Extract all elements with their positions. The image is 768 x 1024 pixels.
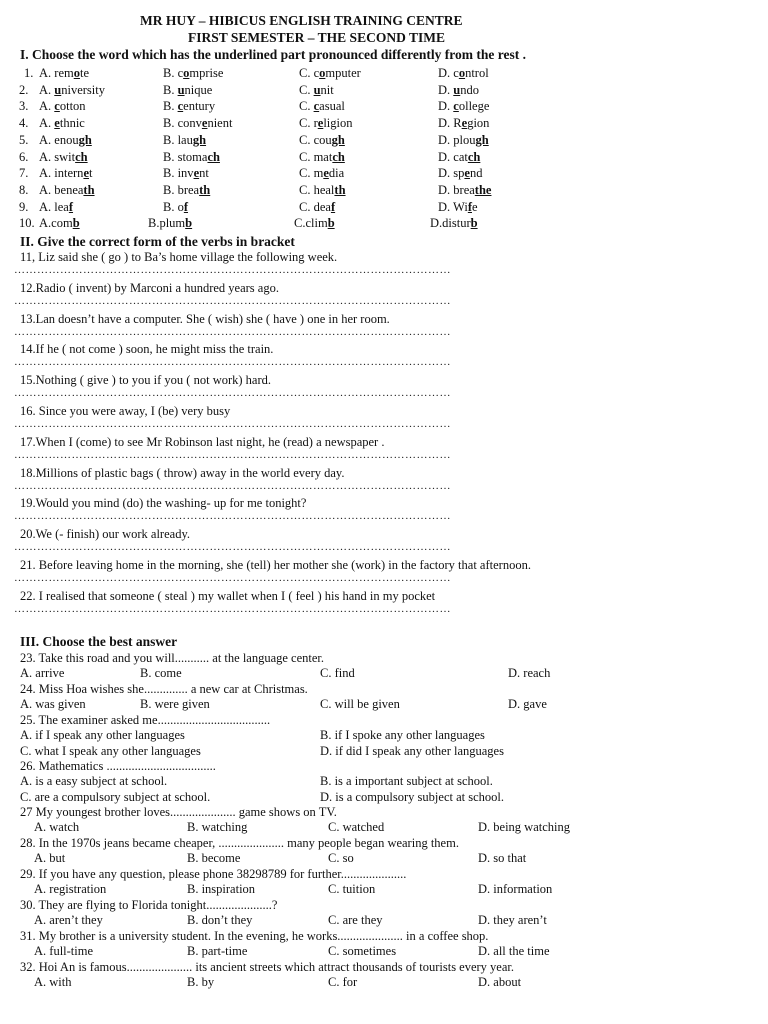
mcq-option: D. reach <box>508 666 551 680</box>
option-text: C. heal <box>299 182 335 197</box>
answer-line: …………………………………………………………………………………………………… <box>14 572 451 584</box>
underlined-letters: e <box>83 166 89 181</box>
pronunciation-option <box>163 66 223 81</box>
pronunciation-option <box>438 150 480 165</box>
pronunciation-option <box>163 200 188 215</box>
underlined-sound <box>79 133 92 147</box>
underlined-letters: ch <box>207 149 220 164</box>
underlined-sound <box>334 183 345 197</box>
option-text: dia <box>328 166 345 181</box>
option-text: D. Wi <box>438 199 468 214</box>
option-text: D. sp <box>438 166 465 181</box>
underlined-letters: gh <box>192 132 207 147</box>
pronunciation-option <box>39 200 73 215</box>
pronunciation-option <box>299 150 345 165</box>
underlined-letters: u <box>54 82 62 97</box>
pronunciation-option <box>39 66 89 81</box>
pronunciation-option <box>438 200 478 215</box>
pronunciation-option <box>299 200 335 215</box>
option-text: A. enou <box>39 132 79 147</box>
header-title: MR HUY – HIBICUS ENGLISH TRAINING CENTRE <box>140 13 463 28</box>
underlined-letters: e <box>201 116 208 131</box>
verb-question: 12.Radio ( invent) by Marconi a hundred years ago. <box>20 280 279 295</box>
underlined-sound <box>331 200 335 214</box>
option-text: B. c <box>163 66 184 80</box>
underlined-sound <box>185 216 192 230</box>
underlined-sound <box>314 83 321 97</box>
option-text: te <box>79 66 89 80</box>
option-text: D. c <box>438 66 459 80</box>
mcq-option: C. watched <box>328 820 385 834</box>
underlined-sound <box>199 183 210 197</box>
underlined-sound <box>69 200 73 214</box>
answer-line: …………………………………………………………………………………………………… <box>14 264 451 276</box>
underlined-sound <box>328 216 335 230</box>
pronunciation-option <box>299 99 345 114</box>
option-text: A. <box>39 99 55 114</box>
option-text: nique <box>184 82 213 97</box>
option-text: D. brea <box>438 182 475 197</box>
option-text: D. R <box>438 116 462 131</box>
pronunciation-option <box>438 183 491 198</box>
underlined-letters: c <box>313 99 320 114</box>
option-text: D. plou <box>438 132 476 147</box>
verb-question: 21. Before leaving home in the morning, she (tell) her mother she (work) in the factory that afternoon. <box>20 558 531 572</box>
option-text: C. r <box>299 116 318 131</box>
option-text: ollege <box>458 99 490 114</box>
option-text: D. cat <box>438 149 468 164</box>
underlined-sound <box>184 200 188 214</box>
option-text: mprise <box>189 66 224 80</box>
mcq-option: A. was given <box>20 697 86 711</box>
option-text: B.plum <box>148 216 186 231</box>
mcq-option: A. if I speak any other languages <box>20 728 185 742</box>
mcq-option: D. so that <box>478 851 527 865</box>
option-text: D. <box>438 82 454 97</box>
mcq-option: B. don’t they <box>187 913 253 927</box>
verb-question: 13.Lan doesn’t have a computer. She ( wish) she ( have ) one in her room. <box>20 311 390 326</box>
pronunciation-option <box>39 166 92 181</box>
option-text: B. o <box>163 199 184 214</box>
option-text: thnic <box>59 116 85 131</box>
pronunciation-option <box>39 133 92 148</box>
underlined-letters: e <box>54 116 60 131</box>
underlined-letters: b <box>185 216 193 231</box>
underlined-sound <box>178 83 185 97</box>
section2-title: II. Give the correct form of the verbs in bracket <box>20 234 295 249</box>
option-text: niversity <box>61 82 105 97</box>
underlined-letters: c <box>177 99 184 114</box>
underlined-letters: th <box>83 182 95 197</box>
pronunciation-option <box>438 133 489 148</box>
pronunciation-option <box>163 166 209 181</box>
pronunciation-option <box>163 133 206 148</box>
underlined-sound <box>471 216 478 230</box>
verb-question: 15.Nothing ( give ) to you if you ( not work) hard. <box>20 373 272 388</box>
question-number: 2. <box>19 82 29 97</box>
pronunciation-option <box>39 116 85 131</box>
pronunciation-option <box>438 166 482 181</box>
answer-line: …………………………………………………………………………………………………… <box>14 418 451 430</box>
mcq-option: A. arrive <box>20 666 65 680</box>
pronunciation-option <box>299 133 345 148</box>
question-number: 7. <box>19 166 29 181</box>
mcq-option: D. about <box>478 975 522 989</box>
option-text: B. lau <box>163 132 193 147</box>
answer-line: …………………………………………………………………………………………………… <box>14 448 451 461</box>
option-text: C. mat <box>299 149 333 164</box>
answer-line: …………………………………………………………………………………………………… <box>14 294 451 307</box>
option-text: A. lea <box>39 199 69 214</box>
mcq-question: 32. Hoi An is famous..................... its ancient streets which attract thousands of tourists every year. <box>20 960 515 974</box>
option-text: D.distur <box>430 216 471 231</box>
verb-question: 17.When I (come) to see Mr Robinson last night, he (read) a newspaper . <box>20 434 385 449</box>
option-text: A. <box>39 82 55 97</box>
option-text: otton <box>59 99 86 114</box>
pronunciation-option <box>430 216 478 231</box>
underlined-sound <box>475 183 492 197</box>
underlined-sound <box>75 150 88 164</box>
option-text: ligion <box>323 116 353 131</box>
option-text: A. rem <box>39 66 74 80</box>
option-text: B. conv <box>163 116 202 131</box>
option-text: C. <box>299 82 314 97</box>
option-text: nit <box>320 82 334 97</box>
underlined-letters: b <box>470 216 478 231</box>
mcq-option: D. is a compulsory subject at school. <box>320 789 504 804</box>
mcq-question: 28. In the 1970s jeans became cheaper, ..................... many people began wearing them. <box>20 836 459 850</box>
mcq-option: A. with <box>34 975 72 989</box>
underlined-letters: u <box>177 82 185 97</box>
underlined-letters: ch <box>75 149 88 164</box>
pronunciation-option <box>39 216 80 231</box>
underlined-letters: u <box>453 82 461 97</box>
mcq-option: B. inspiration <box>187 882 256 896</box>
mcq-question: 25. The examiner asked me.................................... <box>20 713 271 727</box>
underlined-letters: o <box>73 66 80 80</box>
option-text: nient <box>207 116 233 131</box>
underlined-letters: f <box>68 199 74 214</box>
mcq-option: A. watch <box>34 820 80 834</box>
mcq-option: B. by <box>187 975 215 989</box>
mcq-option: B. come <box>140 666 182 680</box>
underlined-sound <box>332 133 345 147</box>
underlined-sound <box>476 133 489 147</box>
mcq-question: 29. If you have any question, please phone 38298789 for further..................... <box>20 867 407 881</box>
verb-question: 14.If he ( not come ) soon, he might miss the train. <box>20 342 274 357</box>
option-text: asual <box>319 99 345 114</box>
underlined-letters: e <box>323 166 329 181</box>
pronunciation-option <box>163 150 220 165</box>
verb-question: 18.Millions of plastic bags ( throw) away in the world every day. <box>20 465 345 480</box>
option-text: C. <box>299 99 314 114</box>
mcq-option: D. all the time <box>478 944 550 958</box>
underlined-letters: the <box>474 182 492 197</box>
underlined-sound <box>73 216 80 230</box>
mcq-option: B. if I spoke any other languages <box>320 728 485 742</box>
underlined-letters: gh <box>475 132 489 147</box>
underlined-letters: o <box>183 66 190 80</box>
verb-question: 22. I realised that someone ( steal ) my wallet when I ( feel ) his hand in my pocket <box>20 588 436 603</box>
underlined-letters: e <box>464 166 470 181</box>
mcq-question: 23. Take this road and you will........... at the language center. <box>20 651 325 665</box>
option-text: B. brea <box>163 182 200 197</box>
underlined-letters: f <box>330 199 336 214</box>
question-number: 1. <box>24 66 34 80</box>
pronunciation-option <box>39 183 95 198</box>
answer-line: …………………………………………………………………………………………………… <box>14 510 451 523</box>
option-text: A. benea <box>39 182 84 197</box>
pronunciation-option <box>438 66 489 81</box>
pronunciation-option <box>299 83 334 98</box>
answer-line: …………………………………………………………………………………………………… <box>14 479 451 492</box>
underlined-letters: b <box>72 216 80 231</box>
mcq-option: A. full-time <box>34 944 94 958</box>
mcq-option: C. are they <box>328 913 383 927</box>
option-text: B. <box>163 82 178 97</box>
option-text: A. swit <box>39 149 76 164</box>
pronunciation-option <box>148 216 192 231</box>
underlined-sound <box>83 183 94 197</box>
underlined-letters: o <box>319 66 326 80</box>
mcq-option: D. if did I speak any other languages <box>320 743 504 758</box>
question-number: 8. <box>19 182 29 197</box>
mcq-option: C. for <box>328 975 358 989</box>
option-text: A. intern <box>39 166 84 181</box>
pronunciation-option <box>39 150 88 165</box>
underlined-letters: f <box>183 199 189 214</box>
mcq-option: A. registration <box>34 882 107 896</box>
question-number: 6. <box>19 149 29 164</box>
mcq-option: B. watching <box>187 820 248 834</box>
mcq-question: 30. They are flying to Florida tonight.....................? <box>20 898 278 912</box>
answer-line: …………………………………………………………………………………………………… <box>14 387 451 400</box>
underlined-letters: f <box>467 199 472 214</box>
pronunciation-option <box>438 83 479 98</box>
verb-question: 19.Would you mind (do) the washing- up for me tonight? <box>20 496 307 511</box>
underlined-letters: th <box>334 182 346 197</box>
mcq-option: D. gave <box>508 697 547 711</box>
pronunciation-option <box>299 66 361 81</box>
mcq-question: 31. My brother is a university student. In the evening, he works..................... in a coffee shop. <box>20 929 489 943</box>
mcq-option: C. find <box>320 666 355 680</box>
mcq-option: D. information <box>478 882 553 896</box>
mcq-option: D. they aren’t <box>478 913 547 927</box>
option-text: B. stoma <box>163 149 208 164</box>
underlined-sound <box>468 150 481 164</box>
mcq-option: B. were given <box>140 697 210 711</box>
pronunciation-option <box>163 83 212 98</box>
pronunciation-option <box>163 116 232 131</box>
underlined-letters: e <box>317 116 324 131</box>
pronunciation-option <box>163 183 210 198</box>
pronunciation-option <box>299 166 344 181</box>
header-subtitle: FIRST SEMESTER – THE SECOND TIME <box>188 30 445 45</box>
underlined-letters: gh <box>331 132 345 147</box>
underlined-letters: e <box>193 166 200 181</box>
underlined-letters: c <box>54 99 60 114</box>
option-text: A.com <box>39 216 73 231</box>
answer-line: …………………………………………………………………………………………………… <box>14 325 451 338</box>
option-text: A. <box>39 116 55 131</box>
answer-line: …………………………………………………………………………………………………… <box>14 356 451 369</box>
verb-question: 16. Since you were away, I (be) very busy <box>20 404 231 418</box>
mcq-option: B. part-time <box>187 944 248 958</box>
underlined-letters: th <box>199 182 211 197</box>
mcq-option: A. is a easy subject at school. <box>20 774 168 788</box>
option-text: B. inv <box>163 166 194 181</box>
pronunciation-option <box>39 83 105 98</box>
underlined-letters: o <box>458 66 466 80</box>
underlined-sound <box>332 150 345 164</box>
question-number: 4. <box>19 116 29 131</box>
pronunciation-option <box>299 116 352 131</box>
answer-line: …………………………………………………………………………………………………… <box>14 602 451 615</box>
option-text: ntrol <box>465 66 489 80</box>
mcq-question: 26. Mathematics ................................... <box>20 759 216 773</box>
pronunciation-option <box>438 116 489 131</box>
question-number: 3. <box>19 99 29 114</box>
underlined-letters: e <box>461 116 468 131</box>
underlined-sound <box>193 133 206 147</box>
option-text: nd <box>469 166 483 181</box>
mcq-option: A. but <box>34 851 66 865</box>
option-text: e <box>472 199 478 214</box>
option-text: C. c <box>299 66 320 80</box>
question-number: 10. <box>19 216 35 231</box>
option-text: t <box>89 166 93 181</box>
mcq-option: C. sometimes <box>328 944 397 958</box>
mcq-question: 24. Miss Hoa wishes she.............. a new car at Christmas. <box>20 682 308 696</box>
underlined-letters: ch <box>332 149 345 164</box>
question-number: 9. <box>19 199 29 214</box>
question-number: 5. <box>19 132 29 147</box>
option-text: C. cou <box>299 132 332 147</box>
section3-title: III. Choose the best answer <box>20 634 178 649</box>
pronunciation-option <box>163 99 215 114</box>
verb-question: 11, Liz said she ( go ) to Ba’s home village the following week. <box>20 250 338 264</box>
option-text: ndo <box>460 82 479 97</box>
mcq-option: A. aren’t they <box>34 913 103 927</box>
mcq-option: B. become <box>187 851 241 865</box>
underlined-letters: gh <box>78 132 92 147</box>
option-text: entury <box>183 99 216 114</box>
pronunciation-option <box>299 183 346 198</box>
mcq-question: 27 My youngest brother loves..................... game shows on TV. <box>20 805 337 819</box>
option-text: gion <box>467 116 490 131</box>
option-text: B. <box>163 99 178 114</box>
pronunciation-option <box>39 99 86 114</box>
option-text: C. m <box>299 166 324 181</box>
option-text: D. <box>438 99 454 114</box>
mcq-option: C. tuition <box>328 882 376 896</box>
mcq-option: B. is a important subject at school. <box>320 774 493 788</box>
option-text: mputer <box>325 66 361 80</box>
pronunciation-option <box>294 216 335 231</box>
mcq-option: D. being watching <box>478 820 570 834</box>
option-text: C.clim <box>294 216 328 231</box>
mcq-option: C. will be given <box>320 697 400 711</box>
underlined-letters: b <box>327 216 335 231</box>
option-text: C. dea <box>299 199 331 214</box>
verb-question: 20.We (- finish) our work already. <box>20 527 191 542</box>
underlined-letters: u <box>313 82 321 97</box>
underlined-sound <box>207 150 220 164</box>
mcq-option: C. are a compulsory subject at school. <box>20 789 211 804</box>
pronunciation-option <box>438 99 489 114</box>
section1-title: I. Choose the word which has the underlined part pronounced differently from the rest . <box>20 47 527 62</box>
mcq-option: C. what I speak any other languages <box>20 743 201 758</box>
mcq-option: C. so <box>328 851 354 865</box>
underlined-letters: ch <box>467 149 481 164</box>
option-text: nt <box>199 166 209 181</box>
answer-line: …………………………………………………………………………………………………… <box>14 541 451 554</box>
underlined-letters: c <box>453 99 459 114</box>
